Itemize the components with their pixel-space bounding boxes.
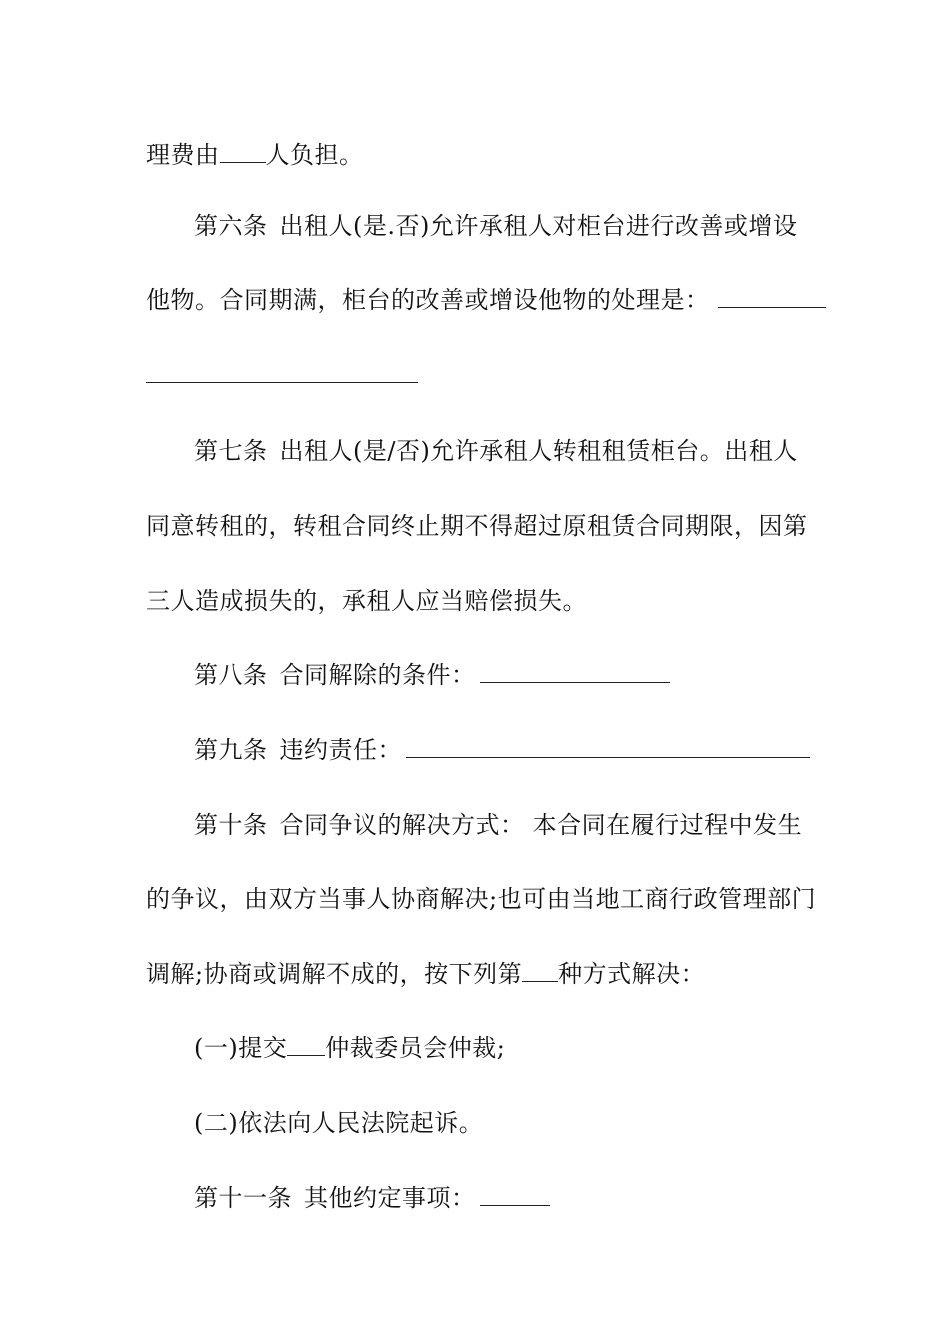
text: 合同解除的条件： <box>279 661 476 689</box>
text: 合同争议的解决方式： 本合同在履行过程中发生 <box>279 811 803 839</box>
fill-blank <box>480 660 670 683</box>
text: 人负担。 <box>265 141 364 169</box>
text: (二)依法向人民法院起诉。 <box>194 1109 484 1137</box>
article-10-line-3 <box>146 959 705 989</box>
text: 出租人(是.否)允许承租人对柜台进行改善或增设 <box>279 212 798 240</box>
article-heading: 第十条 <box>194 811 268 839</box>
fill-blank <box>406 735 810 758</box>
fill-blank <box>522 959 558 982</box>
fill-blank <box>718 285 826 308</box>
article-8 <box>194 660 670 690</box>
fill-blank <box>146 360 418 383</box>
article-heading: 第七条 <box>194 437 268 465</box>
article-heading: 第六条 <box>194 212 268 240</box>
text: 调解;协商或调解不成的，按下列第 <box>146 960 523 988</box>
text: 的争议，由双方当事人协商解决;也可由当地工商行政管理部门 <box>146 885 817 913</box>
text: 三人造成损失的，承租人应当赔偿损失。 <box>146 587 587 615</box>
article-6-line-1 <box>194 211 797 241</box>
article-heading: 第十一条 <box>194 1184 292 1212</box>
article-10-line-1 <box>194 810 802 840</box>
text: 仲裁委员会仲裁; <box>325 1034 506 1062</box>
article-11 <box>194 1183 550 1213</box>
article-7-line-1 <box>194 436 798 466</box>
option-2 <box>194 1108 483 1138</box>
text: 其他约定事项： <box>304 1184 476 1212</box>
text: 他物。合同期满，柜台的改善或增设他物的处理是： <box>146 286 710 314</box>
option-1 <box>194 1033 505 1063</box>
text: 出租人(是/否)允许承租人转租租赁柜台。出租人 <box>279 437 798 465</box>
paragraph-line <box>146 140 364 170</box>
article-6-line-3 <box>146 360 418 390</box>
article-6-line-2 <box>146 285 826 315</box>
fill-blank <box>220 140 266 163</box>
article-10-line-2 <box>146 884 816 914</box>
article-heading: 第九条 <box>194 736 268 764</box>
text: (一)提交 <box>194 1034 288 1062</box>
fill-blank <box>287 1033 325 1056</box>
article-heading: 第八条 <box>194 661 268 689</box>
text: 种方式解决： <box>558 960 706 988</box>
fill-blank <box>480 1183 550 1206</box>
text: 理费由 <box>146 141 220 169</box>
text: 同意转租的，转租合同终止期不得超过原租赁合同期限，因第 <box>146 512 808 540</box>
article-7-line-2 <box>146 511 808 541</box>
article-7-line-3 <box>146 586 587 616</box>
text: 违约责任： <box>279 736 402 764</box>
article-9 <box>194 735 810 765</box>
